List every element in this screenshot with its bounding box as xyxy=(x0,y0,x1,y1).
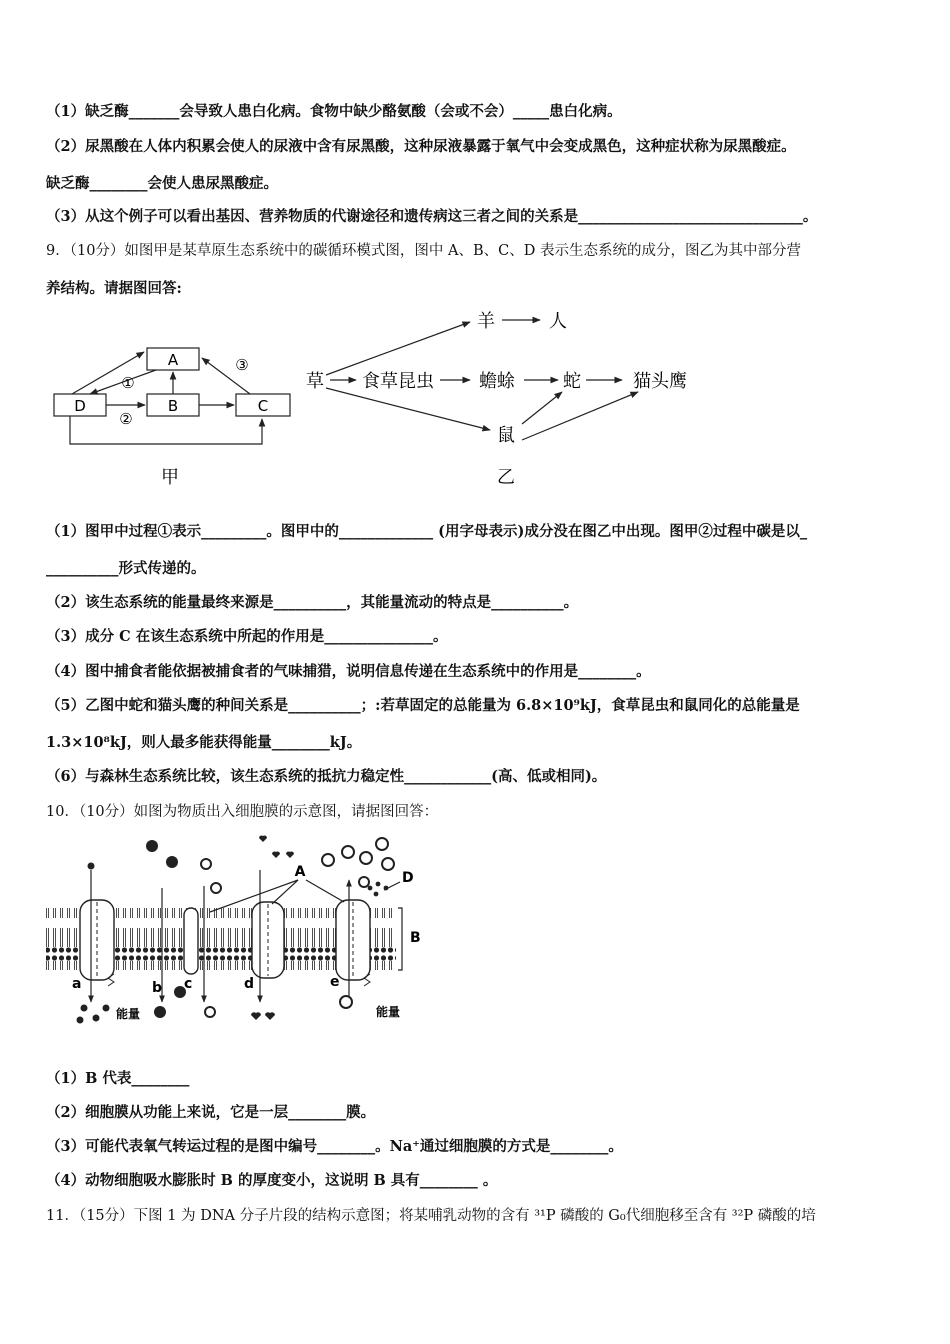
organism-sheep: 羊 xyxy=(477,311,495,332)
step-2-label: ② xyxy=(119,410,133,428)
q9-header-cont: 养结构。请据图回答: xyxy=(46,280,182,297)
q9-sub6: （6）与森林生态系统比较，该生态系统的抵抗力稳定性____________(高、低或相同)。 xyxy=(46,768,607,785)
label-b-bilayer: B xyxy=(410,930,421,946)
organism-toad: 蟾蜍 xyxy=(479,371,515,392)
label-energy-left: 能量 xyxy=(116,1007,141,1021)
label-process-d: d xyxy=(244,976,255,992)
organism-human: 人 xyxy=(549,311,567,332)
carbon-cycle-diagram xyxy=(40,340,310,500)
label-d-glycoprotein: D xyxy=(402,870,414,886)
step-1-label: ① xyxy=(121,374,135,392)
cell-membrane-diagram xyxy=(44,830,434,1030)
node-b-label: B xyxy=(167,397,179,415)
organism-grass: 草 xyxy=(306,371,324,392)
label-a-protein: A xyxy=(294,864,306,880)
q10-sub3: （3）可能代表氧气转运过程的是图中编号________。Na⁺通过细胞膜的方式是________。 xyxy=(46,1138,623,1155)
q8-part2: （2）尿黑酸在人体内积累会使人的尿液中含有尿黑酸，这种尿液暴露于氧气中会变成黑色，这种症状称为尿黑酸症。 xyxy=(46,138,796,155)
q11-header: 11．（15分）下图 1 为 DNA 分子片段的结构示意图；将某哺乳动物的含有 ³¹P 磷酸的 G₀代细胞移至含有 ³²P 磷酸的培 xyxy=(46,1208,816,1224)
organism-insect: 食草昆虫 xyxy=(362,371,434,392)
q8-part3: （3）从这个例子可以看出基因、营养物质的代谢途径和遗传病这三者之间的关系是_______________________________。 xyxy=(46,208,818,225)
figure-yi-caption: 乙 xyxy=(497,467,515,488)
label-process-c: c xyxy=(184,976,193,992)
q10-sub1: （1）B 代表________ xyxy=(46,1070,190,1087)
protein-c xyxy=(184,908,198,974)
q9-sub5-cont: 1.3×10⁸kJ，则人最多能获得能量________kJ。 xyxy=(46,734,362,751)
food-web-diagram xyxy=(300,300,720,500)
node-d-label: D xyxy=(74,397,86,415)
figure-jia-caption: 甲 xyxy=(161,467,179,488)
q8-part2-cont: 缺乏酶________会使人患尿黑酸症。 xyxy=(46,175,278,192)
organism-owl: 猫头鹰 xyxy=(633,371,687,392)
q9-sub1-cont: __________形式传递的。 xyxy=(46,560,206,577)
label-process-a: a xyxy=(72,976,82,992)
step-3-label: ③ xyxy=(235,356,249,374)
q9-sub3: （3）成分 C 在该生态系统中所起的作用是_______________。 xyxy=(46,628,448,645)
q8-part1: （1）缺乏酶_______会导致人患白化病。食物中缺少酪氨酸（会或不会）_____患白化病。 xyxy=(46,103,622,120)
label-energy-right: 能量 xyxy=(376,1005,401,1019)
node-a-label: A xyxy=(167,351,179,369)
node-c-label: C xyxy=(257,397,269,415)
organism-mouse: 鼠 xyxy=(497,425,515,446)
q10-sub2: （2）细胞膜从功能上来说，它是一层________膜。 xyxy=(46,1104,376,1121)
q10-header: 10．（10分）如图为物质出入细胞膜的示意图，请据图回答： xyxy=(46,804,439,820)
organism-snake: 蛇 xyxy=(563,371,581,392)
q10-sub4: （4）动物细胞吸水膨胀时 B 的厚度变小，这说明 B 具有________ 。 xyxy=(46,1172,498,1189)
q9-sub2: （2）该生态系统的能量最终来源是__________，其能量流动的特点是__________。 xyxy=(46,594,579,611)
q9-header: 9．（10分）如图甲是某草原生态系统中的碳循环模式图，图中 A、B、C、D 表示生态系统的成分，图乙为其中部分营 xyxy=(46,243,801,259)
label-process-b: b xyxy=(152,980,163,996)
label-process-e: e xyxy=(330,974,340,990)
q9-sub1: （1）图甲中过程①表示_________。图甲中的_____________ (用字母表示)成分没在图乙中出现。图甲②过程中碳是以_ xyxy=(46,523,808,540)
q9-sub4: （4）图中捕食者能依据被捕食者的气味捕猎，说明信息传递在生态系统中的作用是________。 xyxy=(46,663,651,680)
q9-sub5: （5）乙图中蛇和猫头鹰的种间关系是__________；:若草固定的总能量为 6.8×10⁹kJ，食草昆虫和鼠同化的总能量是 xyxy=(46,697,800,714)
